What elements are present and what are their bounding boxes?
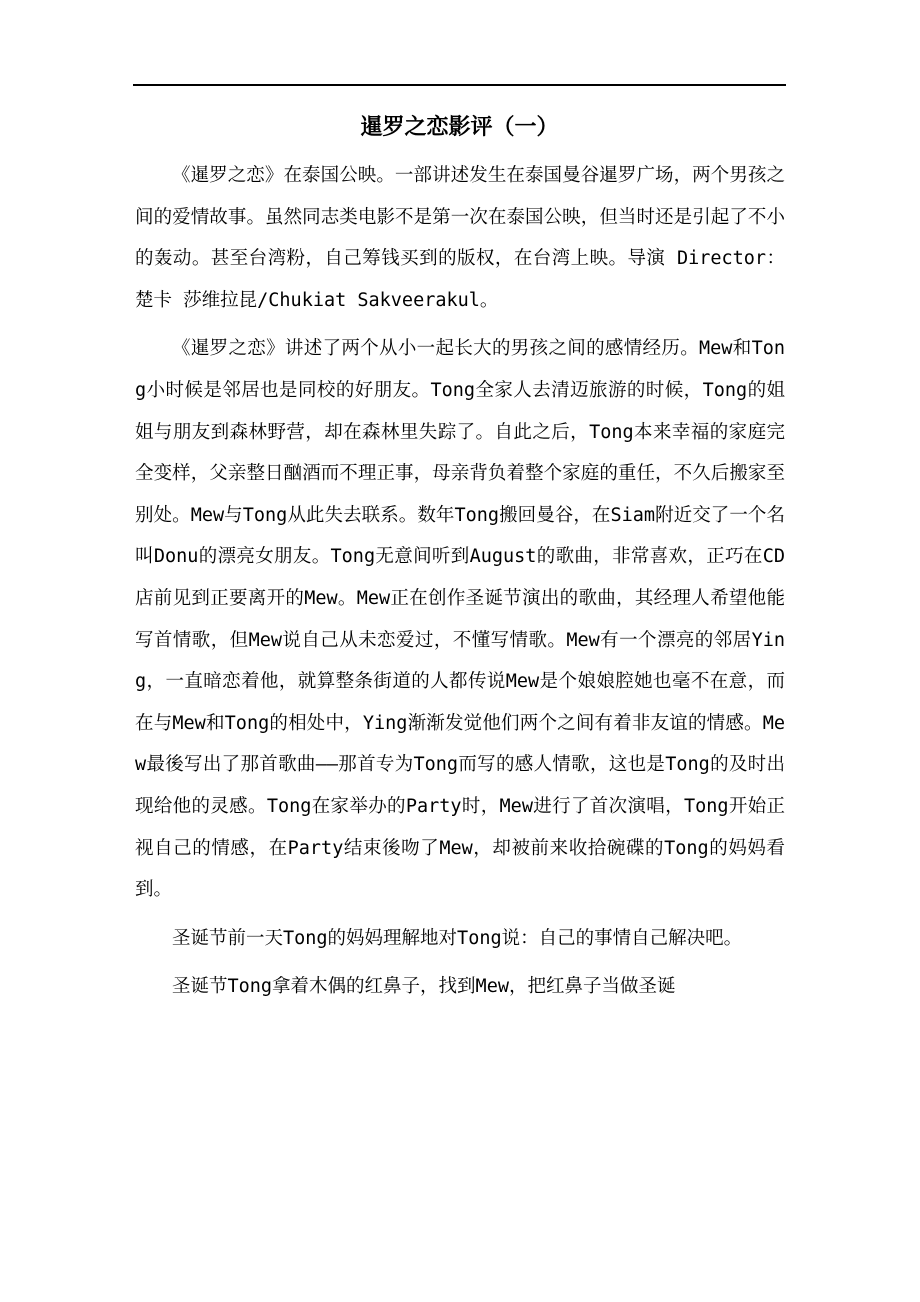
paragraph-intro: 《暹罗之恋》在泰国公映。一部讲述发生在泰国曼谷暹罗广场，两个男孩之间的爱情故事。虽然同志类电影不是第一次在泰国公映，但当时还是引起了不小的轰动。甚至台湾粉，自己筹钱买到的版权，在台湾上映。导演 Director：楚卡 莎维拉昆/Chukiat Sakveerakul。 (135, 165, 785, 311)
paragraph-christmas-eve: 圣诞节前一天Tong的妈妈理解地对Tong说：自己的事情自己解决吧。 (172, 927, 743, 949)
paragraph-plot: 《暹罗之恋》讲述了两个从小一起长大的男孩之间的感情经历。Mew和Tong小时候是邻居也是同校的好朋友。Tong全家人去清迈旅游的时候，Tong的姐姐与朋友到森林野营，却在森林里失踪了。自此之后，Tong本来幸福的家庭完全变样，父亲整日酗酒而不理正事，母亲背负着整个家庭的重任，不久后搬家至别处。Mew与Tong从此失去联系。数年Tong搬回曼谷，在Siam附近交了一个名叫Donu的漂亮女朋友。Tong无意间听到August的歌曲，非常喜欢，正巧在CD店前见到正要离开的Mew。Mew正在创作圣诞节演出的歌曲，其经理人希望他能写首情歌，但Mew说自己从未恋爱过，不懂写情歌。Mew有一个漂亮的邻居Ying，一直暗恋着他，就算整条街道的人都传说Mew是个娘娘腔她也毫不在意，而在与Mew和Tong的相处中，Ying渐渐发觉他们两个之间有着非友谊的情感。Mew最後写出了那首歌曲——那首专为Tong而写的感人情歌，这也是Tong的及时出现给他的灵感。Tong在家举办的Party时，Mew进行了首次演唱，Tong开始正视自己的情感，在Party结束後吻了Mew，却被前来收拾碗碟的Tong的妈妈看到。 (135, 338, 785, 901)
document-body (135, 155, 785, 1015)
document-title: 暹罗之恋影评（一） (360, 115, 559, 140)
header-rule (133, 84, 786, 86)
paragraph-christmas: 圣诞节Tong拿着木偶的红鼻子，找到Mew，把红鼻子当做圣诞 (172, 976, 676, 998)
